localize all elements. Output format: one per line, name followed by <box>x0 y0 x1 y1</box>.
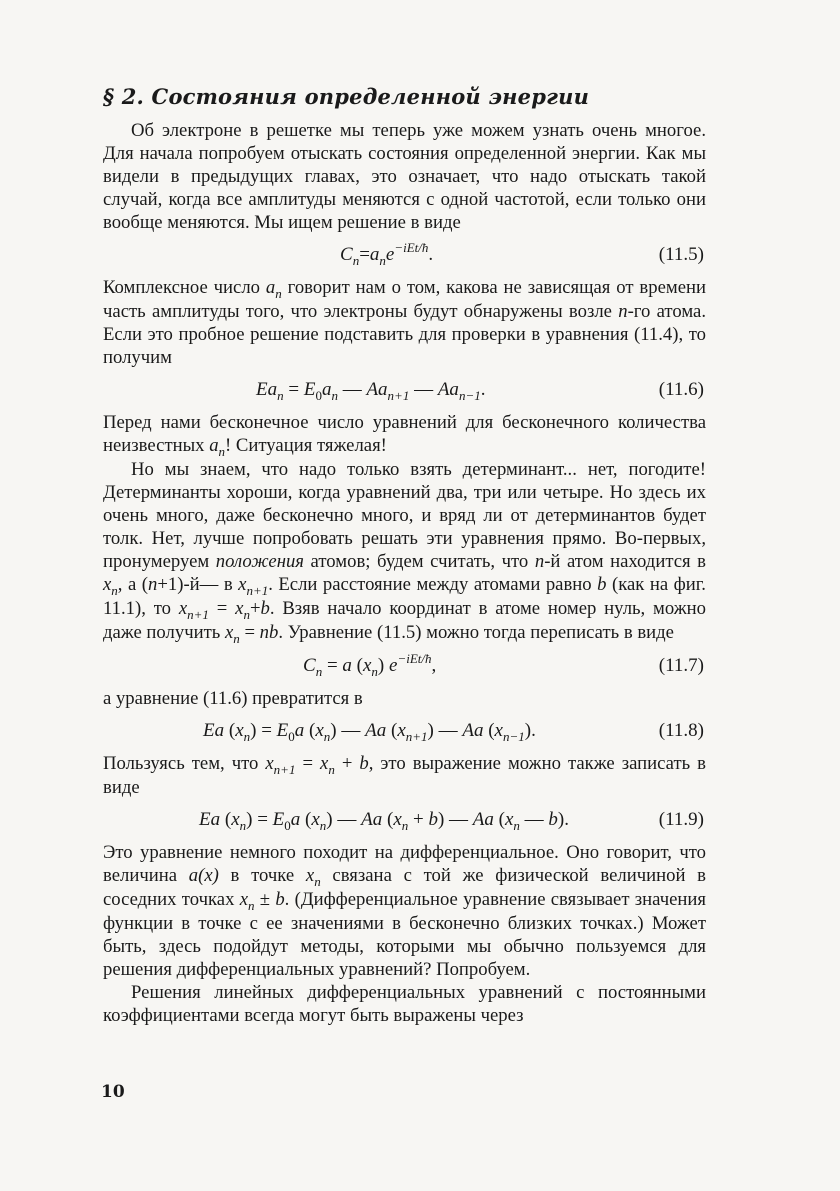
equation-number: (11.8) <box>658 720 704 741</box>
equation-number: (11.6) <box>658 379 704 400</box>
equation-11-9: Ea $(x_n) = E_0a$ $(x_n)$ — Aa $(x_n + b)$ — Aa ($x_n$ — b). (11.9) <box>199 809 704 833</box>
equation-11-5: $C_n=a_ne^{-iEt/ħ}$. (11.5) <box>340 240 704 268</box>
paragraph-5: а уравнение (11.6) превратится в <box>103 688 363 709</box>
section-heading: § 2. Состояния определенной энергии <box>103 84 590 109</box>
equation-number: (11.5) <box>658 244 704 265</box>
paragraph-2: Комплексное число $a_n$ говорит нам о том, какова не зависящая от времени часть амплитуды того, что электроны будут обнаружены возле n-го атома. Если это пробное решение подставить для проверки в уравнения (11.4), то получим <box>103 277 707 368</box>
paragraph-3: Перед нами бесконечное число уравнений для бесконечного количества неизвестных $a_n$! Ситуация тяжелая! <box>103 412 706 459</box>
paragraph-4: Но мы знаем, что надо только взять детерминант... нет, погодите! Детерминанты хороши, когда уравнений два, три или четыре. Но здесь их очень много, даже бесконечно много, и вряд ли от детерминантов будет толк. Нет, лучше попробовать решать эти уравнения прямо. Во-первых, пронумеруем положения атомов; будем считать, что n-й атом находится в $x_n$, а (n+1)-й— в $x_{n+1}$. Если расстояние между атомами равно b (как на фиг. 11.1), то $x_{n+1} = x_n+b$. Взяв начало координат в атоме номер нуль, можно даже получить $x_n$ = nb. Уравнение (11.5) можно тогда переписать в виде <box>103 459 707 646</box>
paragraph-6: Пользуясь тем, что $x_{n+1} = x_n + b$, это выражение можно также записать в виде <box>103 753 706 798</box>
equation-11-7: $C_n = a$ $(x_n)$ $e^{-iEt/ħ}$, (11.7) <box>303 651 704 679</box>
equation-number: (11.7) <box>658 655 704 676</box>
paragraph-7: Это уравнение немного походит на дифференциальное. Оно говорит, что величина a(x) в точке $x_n$ связана с той же физической величиной в соседних точках $x_n \pm b$. (Дифференциальное уравнение связывает значения функции в точке с ее значениями в бесконечно близких точках.) Может быть, здесь подойдут методы, которыми мы обычно пользуемся для решения дифференциальных уравнений? Попробуем. <box>103 842 707 980</box>
page-number: 10 <box>101 1082 125 1102</box>
equation-11-6: $Ea_n = E_0a_n$ — $Aa_{n+1}$ — $Aa_{n-1}$. (11.6) <box>256 379 704 403</box>
equation-number: (11.9) <box>658 809 704 830</box>
equation-11-8: Ea $(x_n) = E_0a$ $(x_n)$ — Aa $(x_{n+1})$ — Aa $(x_{n-1})$. (11.8) <box>203 720 704 744</box>
paragraph-1: Об электроне в решетке мы теперь уже можем узнать очень многое. Для начала попробуем отыскать состояния определенной энергии. Как мы видели в предыдущих главах, это означает, что надо отыскать такой случай, когда все амплитуды меняются с одной частотой, если только они вообще меняются. Мы ищем решение в виде <box>103 120 706 233</box>
body-text <box>103 119 706 1027</box>
paragraph-8: Решения линейных дифференциальных уравнений с постоянными коэффициентами всегда могут быть выражены через <box>103 982 706 1026</box>
